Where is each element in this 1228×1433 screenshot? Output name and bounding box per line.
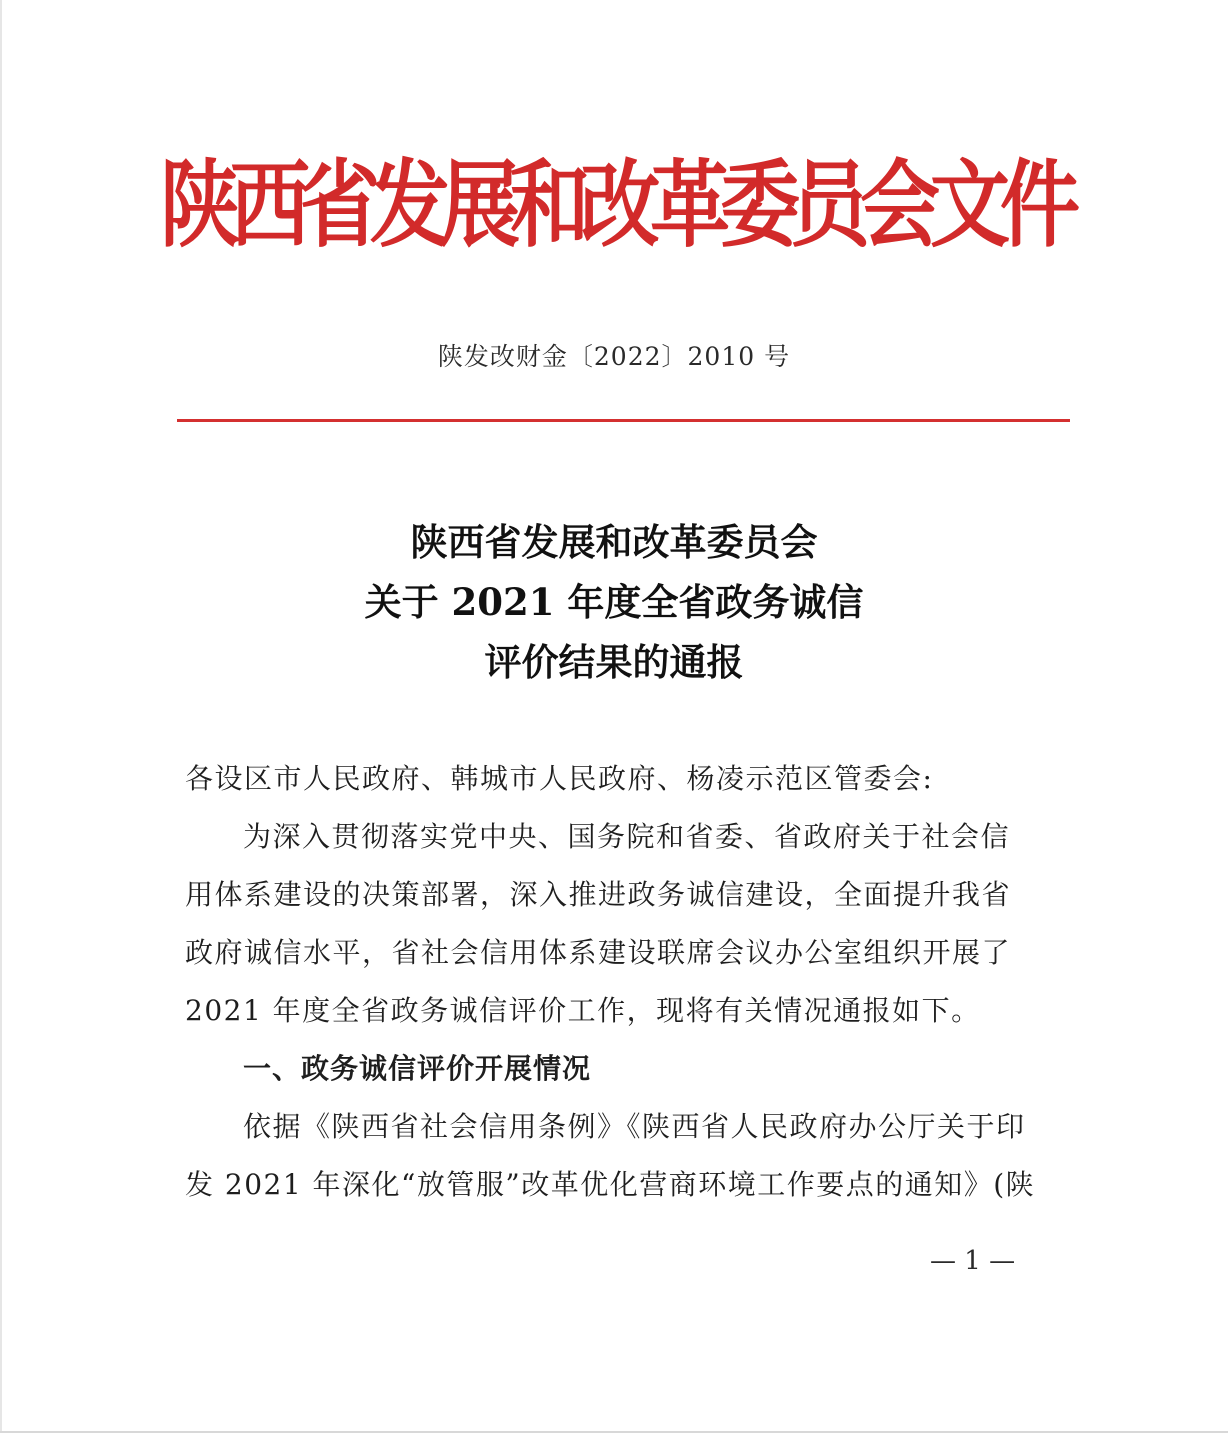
paragraph-line: 为深入贯彻落实党中央、国务院和省委、省政府关于社会信	[243, 820, 1011, 853]
paragraph-line: 政府诚信水平，省社会信用体系建设联席会议办公室组织开展了	[185, 936, 1012, 969]
red-divider-line	[177, 419, 1070, 422]
red-header-title: 陕西省发展和改革委员会文件	[160, 149, 1070, 261]
document-number: 陕发改财金〔2022〕2010 号	[437, 342, 791, 371]
paragraph-line: 依据《陕西省社会信用条例》《陕西省人民政府办公厅关于印	[243, 1110, 1026, 1143]
salutation: 各设区市人民政府、韩城市人民政府、杨凌示范区管委会:	[185, 762, 934, 795]
paragraph-line: 发 2021 年深化“放管服”改革优化营商环境工作要点的通知》(陕	[185, 1168, 1036, 1201]
document-body	[185, 750, 1065, 1214]
title-line: 关于 2021 年度全省政务诚信	[364, 580, 864, 624]
title-line: 陕西省发展和改革委员会	[410, 520, 818, 564]
scan-edge	[0, 0, 2, 1433]
section-heading: 一、政务诚信评价开展情况	[243, 1052, 592, 1085]
paragraph-line: 用体系建设的决策部署，深入推进政务诚信建设，全面提升我省	[185, 878, 1012, 911]
page-number: — 1 —	[930, 1246, 1016, 1276]
document-title	[0, 512, 1228, 692]
paragraph-line: 2021 年度全省政务诚信评价工作，现将有关情况通报如下。	[185, 994, 981, 1027]
title-line: 评价结果的通报	[484, 640, 744, 684]
